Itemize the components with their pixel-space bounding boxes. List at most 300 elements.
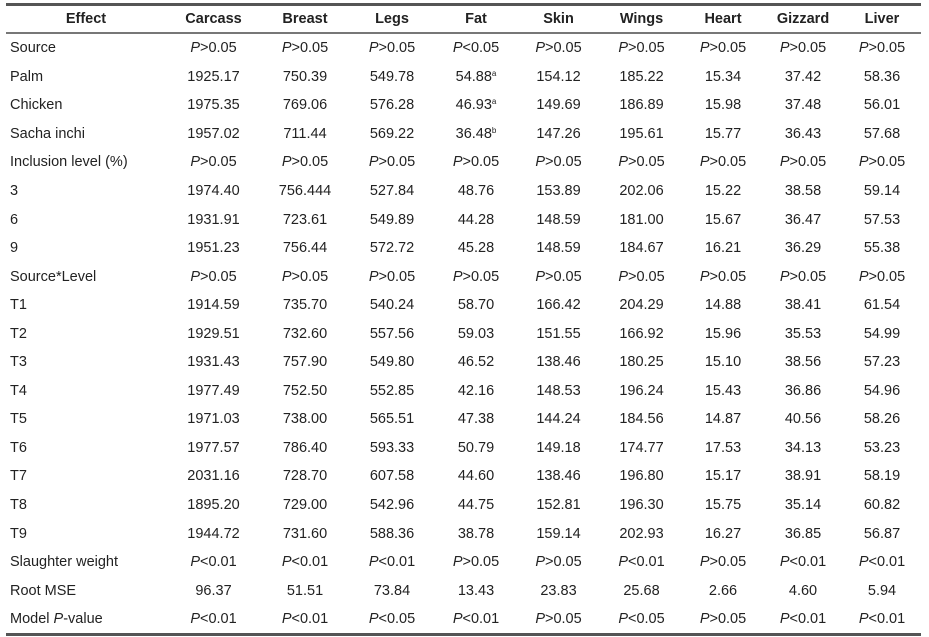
- table-cell: [600, 234, 683, 263]
- cell-value: 44.28: [457, 211, 495, 228]
- row-label: [6, 120, 166, 149]
- table-cell: [261, 434, 349, 463]
- cell-value: >0.05: [868, 268, 906, 285]
- table-row: [6, 148, 921, 177]
- table-cell: [349, 348, 435, 377]
- table-cell: [763, 120, 843, 149]
- table-cell: [435, 377, 517, 406]
- cell-value: 45.28: [457, 240, 495, 257]
- table-cell: [166, 548, 261, 577]
- table-cell: [683, 519, 763, 548]
- cell-value: 15.22: [704, 183, 742, 199]
- row-label-suffix: -value: [63, 611, 103, 628]
- table-cell: [683, 319, 763, 348]
- cell-value: 36.48: [455, 125, 492, 142]
- cell-value: 607.58: [369, 468, 415, 485]
- table-cell: [435, 319, 517, 348]
- table-cell: [683, 291, 763, 320]
- table-cell: [683, 63, 763, 92]
- cell-value: >0.05: [789, 40, 827, 57]
- cell-value: 50.79: [457, 439, 495, 456]
- table-cell: [843, 405, 921, 434]
- table-cell: [683, 348, 763, 377]
- table-cell: [517, 548, 600, 577]
- cell-value: 750.39: [282, 68, 328, 85]
- table-cell: [683, 205, 763, 234]
- p-symbol: P: [779, 554, 790, 571]
- table-cell: [261, 291, 349, 320]
- table-cell: [261, 63, 349, 92]
- cell-value: 549.80: [369, 354, 415, 371]
- table-cell: [166, 434, 261, 463]
- cell-value: <0.01: [199, 554, 237, 571]
- cell-value: 185.22: [619, 68, 664, 85]
- table-cell: [261, 319, 349, 348]
- cell-value: 37.48: [784, 97, 822, 114]
- cell-value: 46.52: [457, 354, 495, 371]
- table-cell: [349, 291, 435, 320]
- p-symbol: P: [699, 268, 710, 285]
- table-cell: [166, 605, 261, 635]
- table-cell: [843, 63, 921, 92]
- cell-value: 159.14: [536, 525, 581, 542]
- p-symbol: P: [858, 268, 869, 285]
- table-cell: [349, 548, 435, 577]
- cell-value: 34.13: [784, 439, 822, 456]
- cell-value: 5.94: [867, 582, 897, 599]
- table-cell: [517, 319, 600, 348]
- p-symbol: P: [281, 554, 292, 571]
- table-cell: [600, 91, 683, 120]
- row-label: [6, 405, 166, 434]
- cell-value: <0.01: [199, 611, 237, 628]
- cell-value: <0.05: [378, 611, 416, 628]
- cell-value: 15.67: [704, 211, 742, 228]
- table-cell: [683, 120, 763, 149]
- table-cell: [166, 177, 261, 206]
- table-cell: [763, 205, 843, 234]
- table-row: [6, 91, 921, 120]
- cell-value: 756.444: [278, 183, 332, 199]
- table-cell: [517, 462, 600, 491]
- row-label-text: T7: [10, 468, 27, 485]
- cell-value: 15.96: [704, 325, 742, 342]
- table-cell: [349, 262, 435, 291]
- row-label-text: Source*Level: [10, 268, 97, 285]
- cell-value: 180.25: [619, 354, 664, 371]
- table-row: [6, 262, 921, 291]
- table-cell: [763, 377, 843, 406]
- table-cell: [600, 63, 683, 92]
- cell-value: 1971.03: [187, 411, 240, 428]
- cell-value: 149.69: [536, 97, 581, 114]
- table-cell: [600, 576, 683, 605]
- cell-value: >0.05: [868, 154, 906, 171]
- table-cell: [517, 377, 600, 406]
- p-symbol: P: [535, 268, 545, 285]
- table-cell: [683, 462, 763, 491]
- table-cell: [843, 91, 921, 120]
- row-label: [6, 548, 166, 577]
- cell-value: >0.05: [627, 40, 665, 57]
- cell-value: 54.96: [863, 382, 901, 399]
- table-cell: [600, 462, 683, 491]
- table-cell: [349, 177, 435, 206]
- cell-value: 723.61: [282, 211, 328, 228]
- table-cell: [517, 262, 600, 291]
- cell-value: 57.68: [863, 125, 901, 142]
- cell-value: 35.53: [784, 325, 822, 342]
- cell-value: 1944.72: [187, 525, 240, 542]
- cell-value: 59.14: [863, 183, 901, 199]
- cell-value: >0.05: [462, 268, 500, 285]
- table-cell: [435, 291, 517, 320]
- table-cell: [600, 262, 683, 291]
- row-label: [6, 519, 166, 548]
- table-cell: [600, 491, 683, 520]
- cell-value: 576.28: [369, 97, 415, 114]
- table-cell: [763, 63, 843, 92]
- table-cell: [166, 33, 261, 63]
- cell-value: >0.05: [544, 611, 582, 628]
- cell-value: >0.05: [199, 268, 237, 285]
- p-symbol: P: [779, 268, 790, 285]
- p-symbol: P: [858, 611, 869, 628]
- cell-value: 154.12: [536, 68, 581, 85]
- table-cell: [517, 148, 600, 177]
- table-cell: [166, 205, 261, 234]
- cell-value: 2.66: [708, 582, 738, 599]
- row-label: [6, 33, 166, 63]
- table-cell: [683, 177, 763, 206]
- table-row: [6, 434, 921, 463]
- table-row: [6, 377, 921, 406]
- header-cell-fat: Fat: [465, 11, 487, 27]
- row-label: [6, 291, 166, 320]
- cell-value: <0.05: [627, 611, 665, 628]
- p-symbol: P: [368, 268, 379, 285]
- row-label-text: Source: [10, 40, 56, 57]
- cell-value: 202.06: [619, 183, 664, 199]
- table-cell: [517, 405, 600, 434]
- cell-value: <0.01: [868, 611, 906, 628]
- table-cell: [166, 377, 261, 406]
- cell-value: >0.05: [789, 268, 827, 285]
- p-symbol: P: [535, 611, 545, 628]
- table-cell: [600, 177, 683, 206]
- cell-value: 196.30: [619, 497, 664, 514]
- superscript-letter: a: [491, 97, 497, 107]
- table-cell: [261, 377, 349, 406]
- table-cell: [600, 377, 683, 406]
- cell-value: <0.01: [627, 554, 665, 571]
- cell-value: 196.80: [619, 468, 664, 485]
- cell-value: 1929.51: [187, 325, 240, 342]
- table-cell: [166, 291, 261, 320]
- table-row: [6, 319, 921, 348]
- cell-value: 549.78: [369, 68, 415, 85]
- cell-value: 2031.16: [187, 468, 240, 485]
- cell-value: 1974.40: [187, 183, 240, 199]
- cell-value: 588.36: [369, 525, 415, 542]
- cell-value: 593.33: [369, 439, 415, 456]
- table-cell: [435, 605, 517, 635]
- cell-value: 786.40: [282, 439, 328, 456]
- cell-value: >0.05: [544, 40, 582, 57]
- cell-value: 73.84: [373, 582, 411, 599]
- table-cell: [843, 234, 921, 263]
- cell-value: 53.23: [863, 439, 901, 456]
- table-cell: [843, 120, 921, 149]
- table-cell: [763, 405, 843, 434]
- table-cell: [683, 148, 763, 177]
- table-cell: [261, 576, 349, 605]
- cell-value: 14.87: [704, 411, 742, 428]
- cell-value: 40.56: [784, 411, 822, 428]
- header-cell-breast: Breast: [282, 11, 328, 27]
- cell-value: 757.90: [282, 354, 328, 371]
- cell-value: 15.10: [704, 354, 742, 371]
- cell-value: 1895.20: [187, 497, 240, 514]
- p-symbol: P: [858, 40, 869, 57]
- p-symbol: P: [699, 554, 710, 571]
- cell-value: >0.05: [868, 40, 906, 57]
- table-cell: [435, 434, 517, 463]
- table-cell: [349, 91, 435, 120]
- table-cell: [349, 462, 435, 491]
- cell-value: 148.59: [536, 211, 581, 228]
- row-label: [6, 576, 166, 605]
- table-cell: [435, 33, 517, 63]
- table-cell: [166, 91, 261, 120]
- table-cell: [600, 33, 683, 63]
- table-row: [6, 120, 921, 149]
- cell-value: 57.23: [863, 354, 901, 371]
- cell-value: 1951.23: [187, 240, 240, 257]
- cell-value: 569.22: [369, 125, 415, 142]
- row-label: [6, 262, 166, 291]
- cell-value: 728.70: [282, 468, 328, 485]
- cell-value: 59.03: [457, 325, 495, 342]
- cell-value: 732.60: [282, 325, 328, 342]
- cell-value: 15.17: [704, 468, 742, 485]
- cell-value: 38.58: [784, 183, 822, 199]
- table-row: [6, 291, 921, 320]
- superscript-letter: a: [491, 68, 497, 78]
- table-cell: [517, 434, 600, 463]
- cell-value: 35.14: [784, 497, 822, 514]
- table-cell: [683, 33, 763, 63]
- cell-value: 186.89: [619, 97, 664, 114]
- table-cell: [683, 377, 763, 406]
- table-cell: [349, 120, 435, 149]
- table-cell: [166, 348, 261, 377]
- table-cell: [843, 605, 921, 635]
- table-cell: [600, 319, 683, 348]
- p-symbol: P: [699, 611, 710, 628]
- table-cell: [763, 548, 843, 577]
- table-row: [6, 462, 921, 491]
- cell-value: 16.21: [704, 240, 742, 257]
- cell-value: 731.60: [282, 525, 328, 542]
- cell-value: 184.56: [619, 411, 664, 428]
- row-label-text: Inclusion level (%): [10, 154, 128, 171]
- table-cell: [435, 405, 517, 434]
- p-symbol: P: [858, 154, 869, 171]
- row-label-text: T9: [10, 525, 27, 542]
- table-cell: [517, 348, 600, 377]
- p-symbol: P: [452, 40, 463, 57]
- row-label: [6, 205, 166, 234]
- table-cell: [843, 148, 921, 177]
- table-cell: [517, 576, 600, 605]
- table-cell: [517, 33, 600, 63]
- row-label: [6, 177, 166, 206]
- row-label-text: Chicken: [10, 97, 63, 114]
- table-cell: [843, 319, 921, 348]
- p-symbol: P: [190, 154, 200, 171]
- table-cell: [349, 319, 435, 348]
- table-cell: [349, 576, 435, 605]
- cell-value: 58.36: [863, 68, 901, 85]
- cell-value: 196.24: [619, 382, 664, 399]
- cell-value: 16.27: [704, 525, 742, 542]
- cell-value: 1977.49: [187, 382, 240, 399]
- table-cell: [517, 491, 600, 520]
- table-cell: [763, 262, 843, 291]
- cell-value: 36.47: [784, 211, 822, 228]
- p-symbol: P: [452, 611, 463, 628]
- row-label: [6, 91, 166, 120]
- table-cell: [600, 548, 683, 577]
- cell-value: <0.05: [462, 40, 500, 57]
- table-cell: [349, 605, 435, 635]
- table-cell: [763, 319, 843, 348]
- p-symbol: P: [618, 268, 628, 285]
- table-cell: [166, 63, 261, 92]
- p-symbol: P: [281, 268, 292, 285]
- cell-value: 151.55: [536, 325, 581, 342]
- p-symbol: P: [535, 40, 545, 57]
- table-cell: [843, 434, 921, 463]
- cell-value: 565.51: [369, 411, 415, 428]
- row-label-text: Root MSE: [10, 582, 77, 599]
- table-cell: [843, 33, 921, 63]
- table-cell: [435, 491, 517, 520]
- cell-value: >0.05: [709, 611, 747, 628]
- table-cell: [843, 576, 921, 605]
- table-cell: [683, 576, 763, 605]
- table-cell: [349, 377, 435, 406]
- table-cell: [166, 491, 261, 520]
- table-cell: [261, 177, 349, 206]
- row-label-text: T4: [10, 382, 27, 399]
- table-cell: [517, 519, 600, 548]
- cell-value: 38.78: [457, 525, 495, 542]
- row-label-text: Sacha inchi: [10, 125, 85, 142]
- cell-value: 15.77: [704, 125, 742, 142]
- cell-value: 55.38: [863, 240, 901, 257]
- cell-value: 37.42: [784, 68, 822, 85]
- table-container: [6, 3, 921, 636]
- cell-value: >0.05: [709, 268, 747, 285]
- cell-value: 1925.17: [187, 68, 240, 85]
- cell-value: 1977.57: [187, 439, 240, 456]
- header-cell-skin: Skin: [543, 11, 574, 27]
- cell-value: 738.00: [282, 411, 328, 428]
- table-cell: [843, 548, 921, 577]
- table-row: [6, 33, 921, 63]
- row-label: [6, 319, 166, 348]
- table-cell: [683, 605, 763, 635]
- table-cell: [435, 91, 517, 120]
- table-row: [6, 348, 921, 377]
- table-cell: [435, 177, 517, 206]
- cell-value: >0.05: [789, 154, 827, 171]
- row-label-text: T2: [10, 325, 27, 342]
- header-cell-gizzard: Gizzard: [776, 11, 830, 27]
- cell-value: 549.89: [369, 211, 415, 228]
- table-cell: [517, 234, 600, 263]
- row-label-text: T6: [10, 439, 27, 456]
- table-cell: [600, 291, 683, 320]
- cell-value: >0.05: [462, 154, 500, 171]
- cell-value: 15.34: [704, 68, 742, 85]
- cell-value: 60.82: [863, 497, 901, 514]
- cell-value: 1914.59: [187, 297, 240, 314]
- cell-value: 36.85: [784, 525, 822, 542]
- cell-value: >0.05: [462, 554, 500, 571]
- cell-value: 542.96: [369, 497, 415, 514]
- cell-value: 184.67: [619, 240, 664, 257]
- cell-value: 23.83: [540, 582, 577, 599]
- table-cell: [166, 576, 261, 605]
- p-symbol: P: [452, 554, 463, 571]
- table-row: [6, 548, 921, 577]
- cell-value: 181.00: [619, 211, 664, 228]
- table-cell: [349, 405, 435, 434]
- cell-value: >0.05: [709, 40, 747, 57]
- cell-value: 56.01: [863, 97, 901, 114]
- table-row: [6, 405, 921, 434]
- p-symbol: P: [368, 154, 379, 171]
- cell-value: 58.19: [863, 468, 901, 485]
- cell-value: 153.89: [536, 183, 581, 199]
- cell-value: 148.59: [536, 240, 581, 257]
- table-cell: [763, 605, 843, 635]
- p-symbol: P: [618, 611, 628, 628]
- table-cell: [600, 434, 683, 463]
- table-cell: [683, 91, 763, 120]
- table-cell: [600, 348, 683, 377]
- row-label-text: T5: [10, 411, 27, 428]
- cell-value: >0.05: [291, 268, 329, 285]
- table-cell: [763, 434, 843, 463]
- row-label: [6, 434, 166, 463]
- table-row: [6, 605, 921, 635]
- p-symbol: P: [190, 554, 200, 571]
- table-row: [6, 519, 921, 548]
- table-row: [6, 576, 921, 605]
- table-row: [6, 491, 921, 520]
- cell-value: 14.88: [704, 297, 742, 314]
- row-label-text: Palm: [10, 68, 44, 85]
- row-label-text: 9: [10, 240, 19, 257]
- p-symbol: P: [368, 611, 379, 628]
- table-cell: [517, 205, 600, 234]
- table-cell: [166, 234, 261, 263]
- table-cell: [261, 33, 349, 63]
